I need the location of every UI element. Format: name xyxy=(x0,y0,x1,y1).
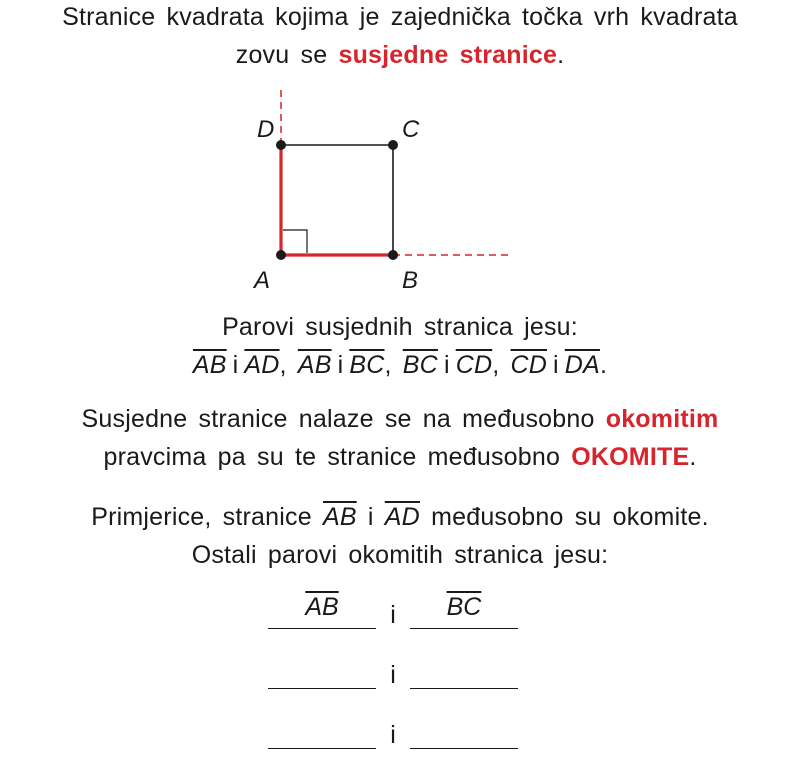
vertex-c xyxy=(388,140,398,150)
intro-line-2 xyxy=(0,40,800,70)
connector: i xyxy=(390,601,396,629)
right-angle-marker xyxy=(283,230,307,253)
intro-line-1 xyxy=(0,2,800,32)
term-okomite: OKOMITE xyxy=(571,443,690,471)
answer-blank-left[interactable] xyxy=(268,592,376,629)
pair-1 xyxy=(193,351,280,379)
example-line-1 xyxy=(0,502,800,532)
connector: i xyxy=(390,721,396,749)
connector: i xyxy=(390,661,396,689)
pair-4 xyxy=(511,351,600,379)
segment: $\overline{AD}$ xyxy=(384,503,420,531)
segment: $\overline{AB}$ xyxy=(297,351,332,379)
answer-blank-left[interactable] xyxy=(268,712,376,749)
pairs-list: $\overline{AB}$ i $\overline{AD}$, $\overline{AB}$ i $\overline{BC}$, $\overline{BC}$ i $\overline{CD}$, $\overline{CD}$ i $\overline{DA}$. xyxy=(192,351,608,379)
connector: i xyxy=(232,351,239,379)
segment: $\overline{AB}$ xyxy=(192,351,227,379)
pair-2 xyxy=(298,351,385,379)
segment: $\overline{BC}$ xyxy=(349,351,385,379)
label-d: D xyxy=(257,116,275,143)
example-text-1: Primjerice, stranice xyxy=(91,503,312,531)
exercise-row-3 xyxy=(0,712,800,752)
intro-text-1: Stranice kvadrata kojima je zajednička točka vrh kvadrata xyxy=(62,3,738,31)
perpendicular-line-2 xyxy=(0,442,800,472)
example-text-2: međusobno su okomite. xyxy=(431,503,709,531)
vertex-a xyxy=(276,250,286,260)
perpendicular-text-1: Susjedne stranice nalaze se na međusobno xyxy=(81,405,595,433)
answer-blank-left[interactable] xyxy=(268,652,376,689)
term-okomitim: okomitim xyxy=(605,405,719,433)
segment: $\overline{DA}$ xyxy=(564,351,600,379)
intro-period: . xyxy=(557,41,565,69)
label-b: B xyxy=(402,267,419,290)
segment: $\overline{BC}$ xyxy=(446,593,482,621)
answer-blank-right[interactable] xyxy=(410,592,518,629)
perpendicular-period: . xyxy=(689,443,697,471)
label-a: A xyxy=(254,267,271,290)
segment: $\overline{BC}$ xyxy=(402,351,438,379)
perpendicular-line-1 xyxy=(0,404,800,434)
segment: $\overline{AD}$ xyxy=(244,351,280,379)
vertex-b xyxy=(388,250,398,260)
square-figure xyxy=(0,90,800,290)
term-susjedne-stranice: susjedne stranice xyxy=(338,41,558,69)
example-line-2 xyxy=(0,540,800,570)
exercise-row-1 xyxy=(0,592,800,632)
answer-blank-right[interactable] xyxy=(410,652,518,689)
vertex-d xyxy=(276,140,286,150)
segment: $\overline{AB}$ xyxy=(322,503,357,531)
connector: i xyxy=(443,351,450,379)
pair-3 xyxy=(403,351,492,379)
connector: i xyxy=(553,351,559,379)
segment: $\overline{AB}$ xyxy=(305,593,339,621)
pairs-heading xyxy=(0,312,800,342)
segment: $\overline{CD}$ xyxy=(455,351,493,379)
example-text-3: Ostali parovi okomitih stranica jesu: xyxy=(191,541,609,569)
intro-text-2: zovu se xyxy=(235,41,328,69)
segment: $\overline{CD}$ xyxy=(510,351,548,379)
exercise-row-2 xyxy=(0,652,800,692)
answer-blank-right[interactable] xyxy=(410,712,518,749)
perpendicular-text-2: pravcima pa su te stranice međusobno xyxy=(103,443,561,471)
connector: i xyxy=(337,351,344,379)
label-c: C xyxy=(402,116,420,143)
connector: i xyxy=(367,503,374,531)
pairs-heading-text: Parovi susjednih stranica jesu: xyxy=(222,313,578,341)
